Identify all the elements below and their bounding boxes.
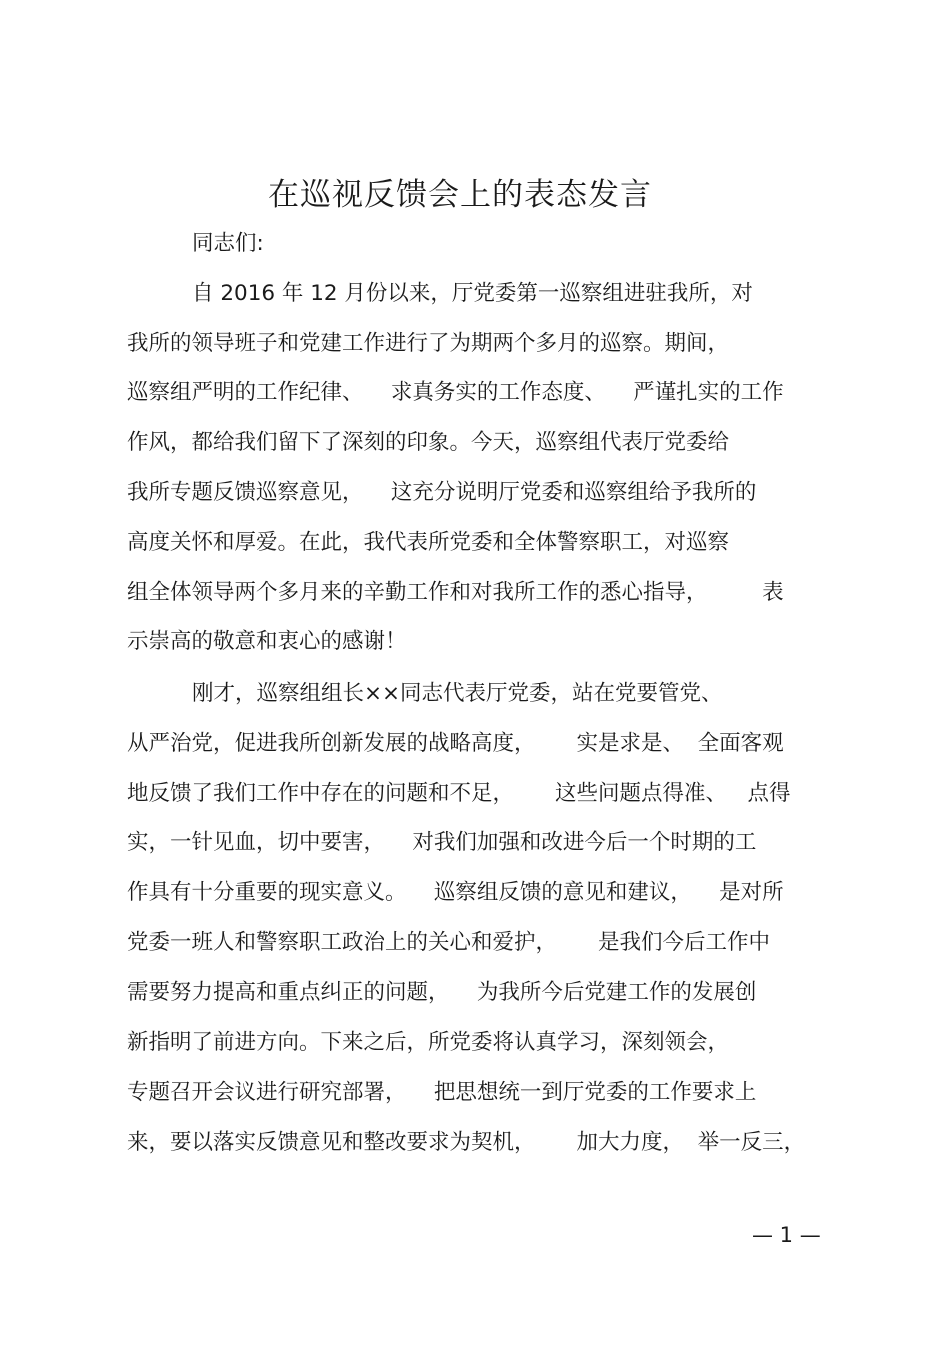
paragraph-line: 地反馈了我们工作中存在的问题和不足， 这些问题点得准、 点得	[127, 781, 791, 806]
page-number: — 1 —	[752, 1223, 821, 1247]
paragraph-line: 作风，都给我们留下了深刻的印象。今天，巡察组代表厅党委给	[127, 430, 730, 455]
paragraph-line: 需要努力提高和重点纠正的问题， 为我所今后党建工作的发展创	[127, 980, 757, 1005]
paragraph-line: 示崇高的敬意和衷心的感谢！	[127, 629, 407, 654]
paragraph-line: 我所的领导班子和党建工作进行了为期两个多月的巡察。期间，	[127, 331, 730, 356]
paragraph-line: 我所专题反馈巡察意见， 这充分说明厅党委和巡察组给予我所的	[127, 480, 757, 505]
paragraph-line: 实，一针见血，切中要害， 对我们加强和改进今后一个时期的工	[127, 830, 757, 855]
paragraph-line: 新指明了前进方向。下来之后，所党委将认真学习，深刻领会，	[127, 1030, 730, 1055]
paragraph-line: 自 2016 年 12 月份以来，厅党委第一巡察组进驻我所，对	[192, 281, 753, 306]
paragraph-line: 从严治党，促进我所创新发展的战略高度， 实是求是、 全面客观	[127, 731, 784, 756]
paragraph-line: 作具有十分重要的现实意义。 巡察组反馈的意见和建议， 是对所	[127, 880, 784, 905]
paragraph-line: 专题召开会议进行研究部署， 把思想统一到厅党委的工作要求上	[127, 1080, 757, 1105]
paragraph-line: 来，要以落实反馈意见和整改要求为契机， 加大力度， 举一反三，	[127, 1130, 806, 1155]
paragraph-line: 巡察组严明的工作纪律、 求真务实的工作态度、 严谨扎实的工作	[127, 380, 784, 405]
salutation: 同志们:	[192, 231, 264, 256]
document-title: 在巡视反馈会上的表态发言	[268, 177, 652, 213]
paragraph-line: 组全体领导两个多月来的辛勤工作和对我所工作的悉心指导， 表	[127, 580, 784, 605]
paragraph-line: 党委一班人和警察职工政治上的关心和爱护， 是我们今后工作中	[127, 930, 771, 955]
paragraph-line: 高度关怀和厚爱。在此，我代表所党委和全体警察职工，对巡察	[127, 530, 730, 555]
paragraph-line: 刚才，巡察组组长××同志代表厅党委，站在党要管党、	[192, 681, 723, 706]
